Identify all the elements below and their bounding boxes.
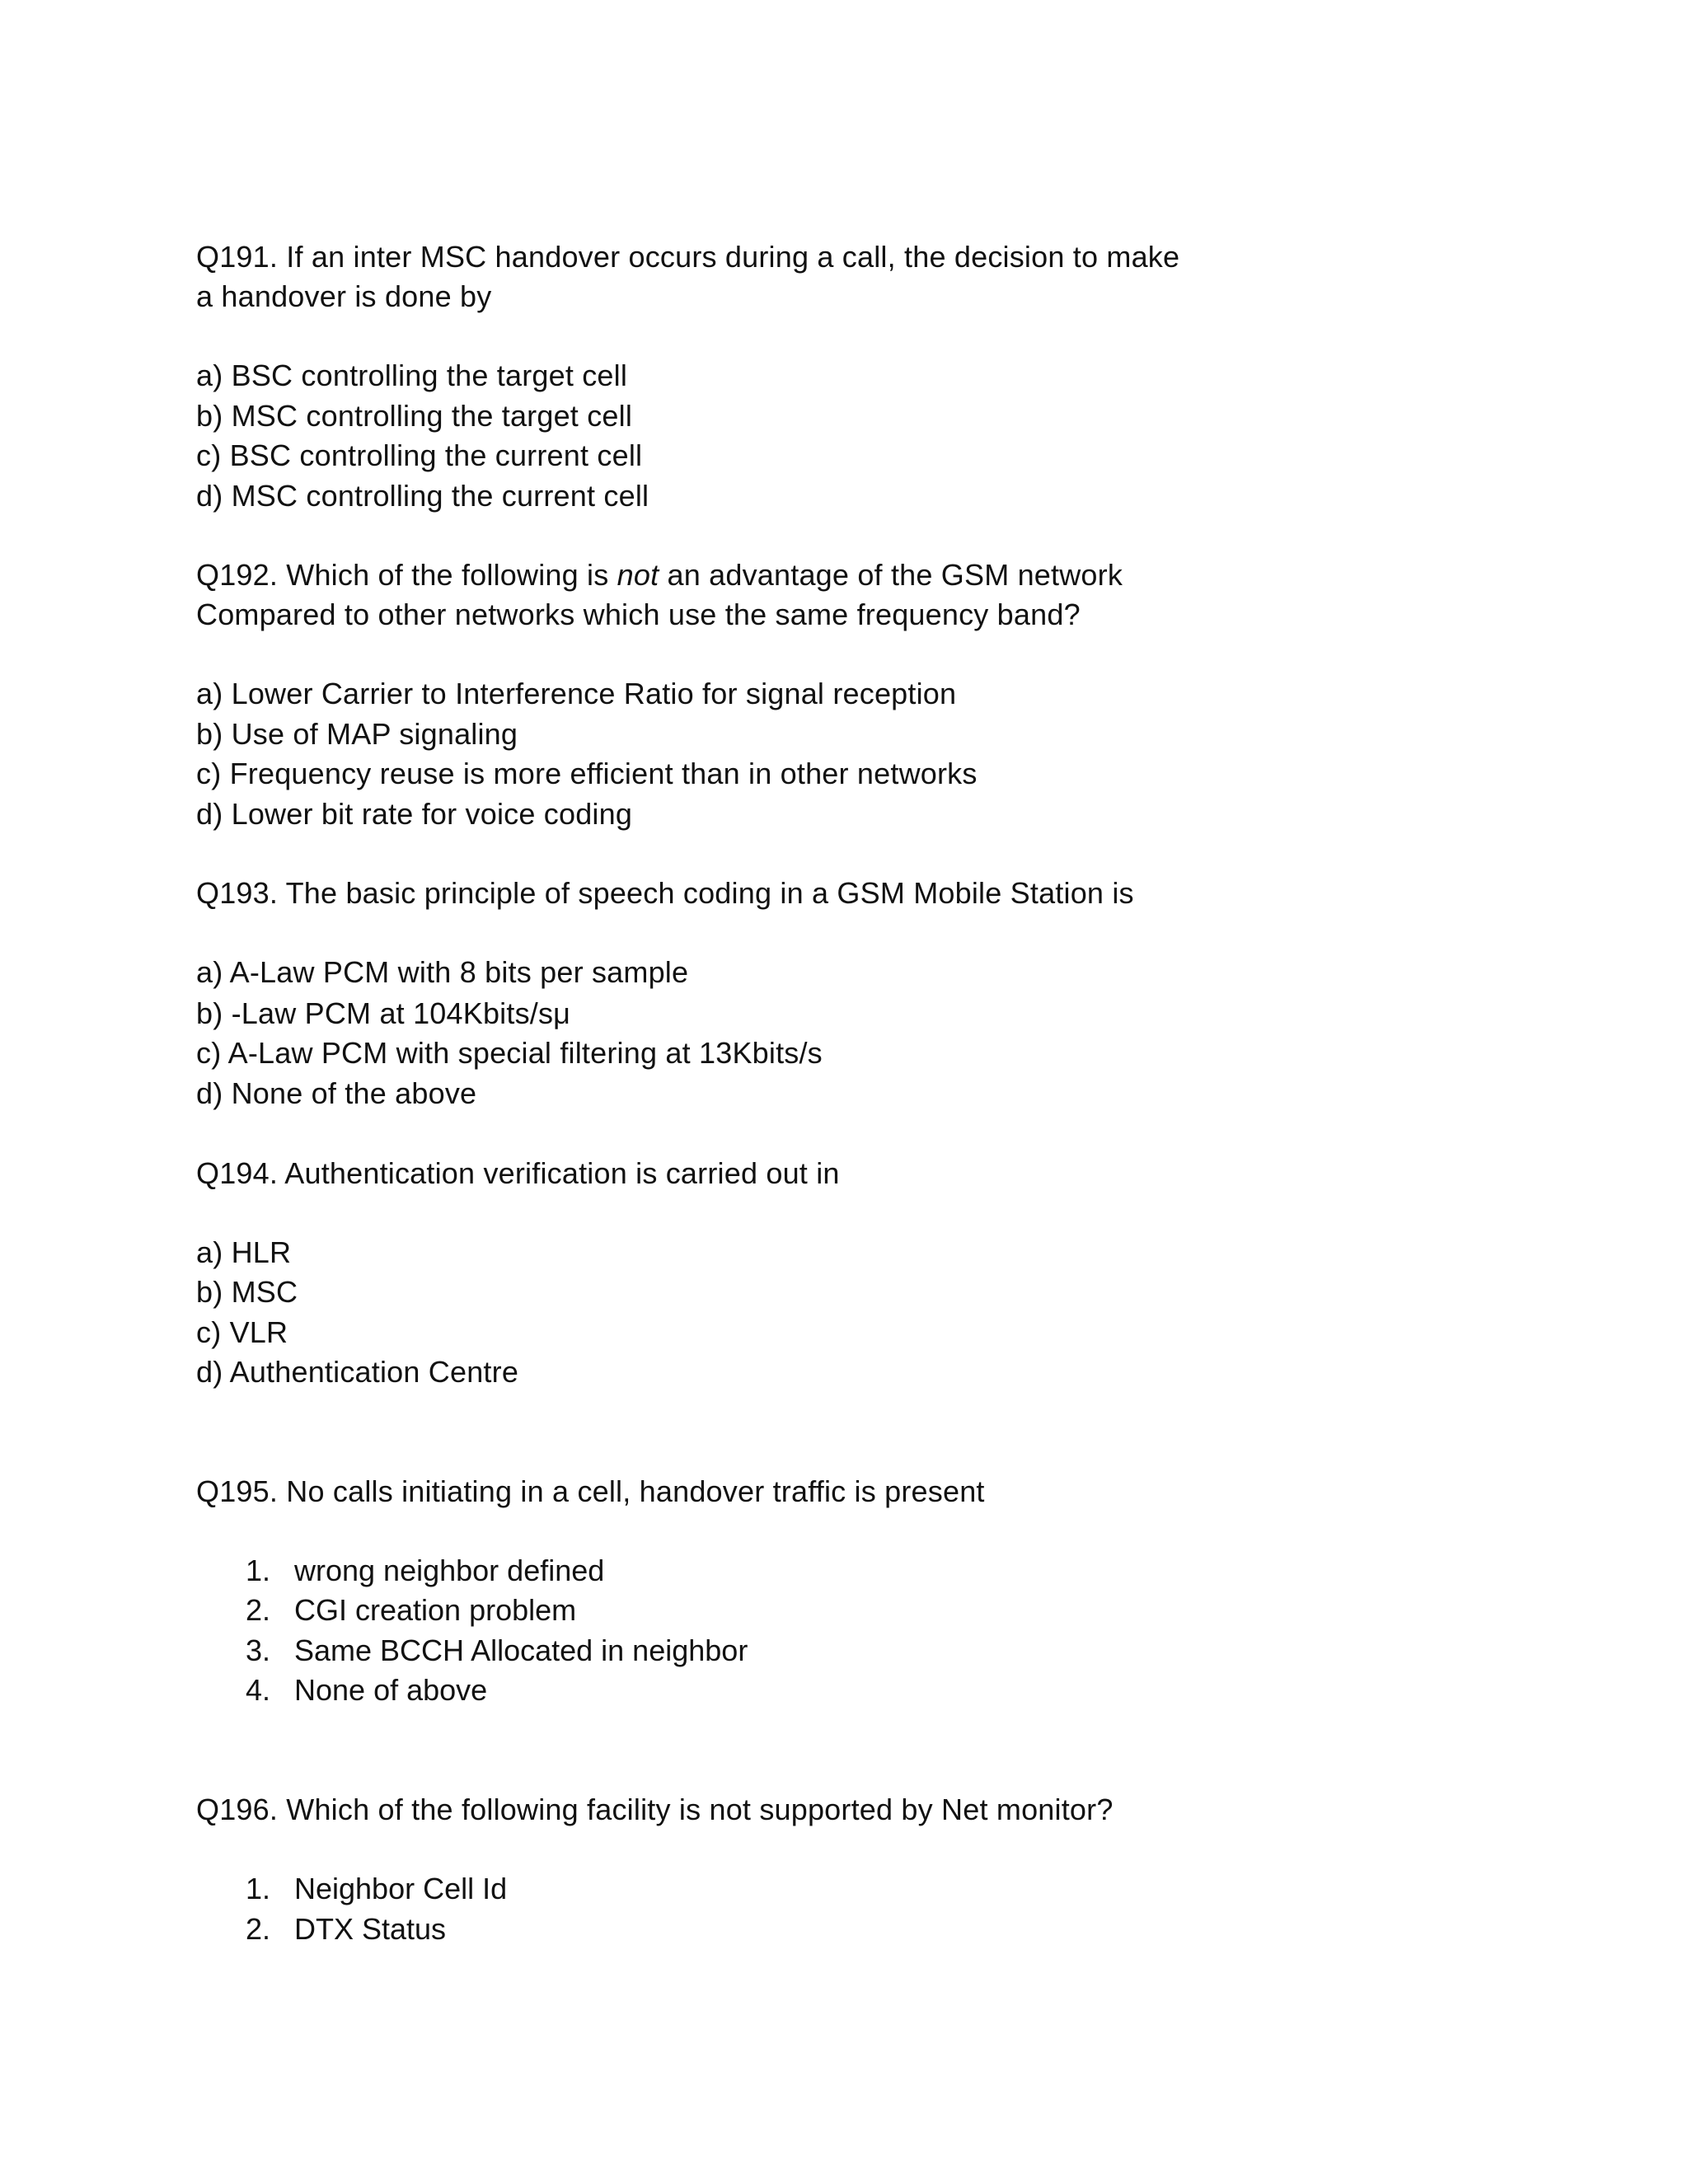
answer-option: a) Lower Carrier to Interference Ratio for signal reception: [196, 677, 957, 710]
option-number: 2.: [246, 1593, 271, 1627]
option-number: 3.: [246, 1633, 271, 1667]
option-text: Same BCCH Allocated in neighbor: [294, 1633, 748, 1667]
answer-option: d) Authentication Centre: [196, 1355, 519, 1389]
option-number: 1.: [246, 1872, 271, 1905]
question-text-part: an advantage of the GSM network: [659, 558, 1123, 592]
question-text: Q191. If an inter MSC handover occurs during a call, the decision to make: [196, 240, 1180, 274]
answer-option: c) Frequency reuse is more efficient than in other networks: [196, 757, 978, 790]
question-text: Compared to other networks which use the same frequency band?: [196, 598, 1081, 631]
question-text: [196, 555, 1123, 595]
answer-option: a) HLR: [196, 1235, 292, 1269]
answer-option: c) BSC controlling the current cell: [196, 438, 643, 472]
question-text: Q196. Which of the following facility is not supported by Net monitor?: [196, 1793, 1114, 1826]
question-text: Q195. No calls initiating in a cell, handover traffic is present: [196, 1474, 985, 1508]
answer-option: b) MSC: [196, 1275, 298, 1309]
question-text: Q193. The basic principle of speech coding in a GSM Mobile Station is: [196, 876, 1134, 910]
option-text: CGI creation problem: [294, 1593, 577, 1627]
question-text-part: Q192. Which of the following is: [196, 558, 617, 592]
answer-option: a) BSC controlling the target cell: [196, 359, 628, 392]
answer-option: d) None of the above: [196, 1076, 477, 1110]
option-text: None of above: [294, 1673, 488, 1707]
answer-option: d) Lower bit rate for voice coding: [196, 797, 633, 831]
option-text: DTX Status: [294, 1912, 447, 1946]
option-text: Neighbor Cell Id: [294, 1872, 508, 1905]
option-number: 1.: [246, 1554, 271, 1587]
emphasized-word: not: [617, 558, 659, 592]
option-number: 2.: [246, 1912, 271, 1946]
answer-option: b) MSC controlling the target cell: [196, 399, 633, 433]
answer-option: b) Use of MAP signaling: [196, 717, 518, 751]
answer-option: c) VLR: [196, 1315, 288, 1349]
answer-option: b) -Law PCM at 104Kbits/sμ: [196, 996, 571, 1030]
option-number: 4.: [246, 1673, 271, 1707]
answer-option: d) MSC controlling the current cell: [196, 479, 649, 513]
answer-option: c) A-Law PCM with special filtering at 13Kbits/s: [196, 1036, 823, 1070]
answer-option: a) A-Law PCM with 8 bits per sample: [196, 955, 689, 989]
option-text: wrong neighbor defined: [294, 1554, 605, 1587]
question-text: a handover is done by: [196, 279, 492, 313]
question-text: Q194. Authentication verification is carried out in: [196, 1156, 840, 1190]
